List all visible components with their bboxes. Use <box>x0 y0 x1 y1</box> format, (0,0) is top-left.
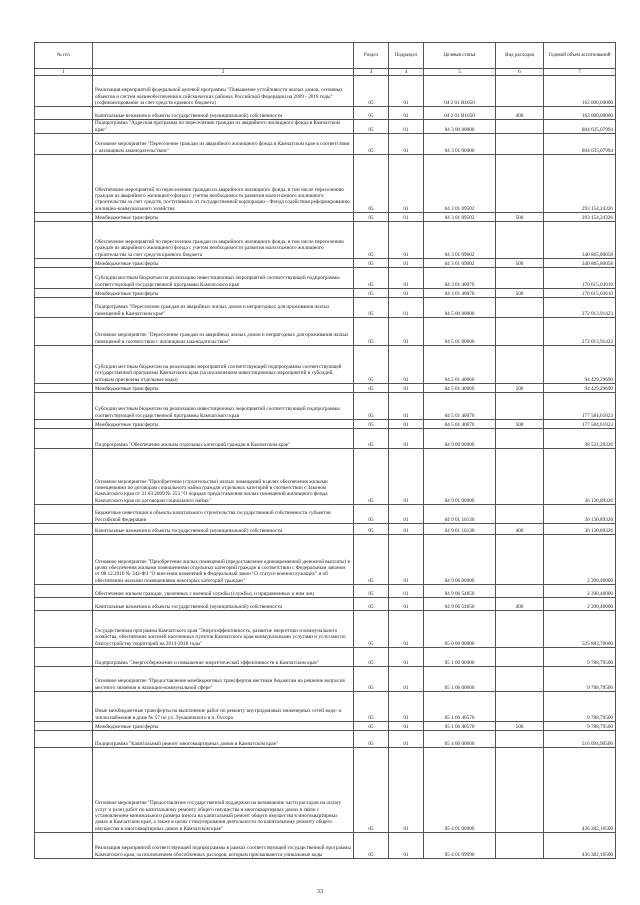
cell-number <box>35 317 93 345</box>
table-row <box>35 419 616 428</box>
cell-section: 05 <box>354 534 389 584</box>
cell-annual-amount: 36 130,89326 <box>544 504 616 523</box>
cell-number <box>35 383 93 392</box>
cell-target-article: 04 3 01 09502 <box>424 212 496 221</box>
cell-target-article: 05 0 00 00000 <box>424 610 496 647</box>
cell-subsection: 01 <box>389 297 424 317</box>
table-row <box>35 317 616 345</box>
cell-section: 05 <box>354 584 389 597</box>
cell-annual-amount: 2 390,40000 <box>544 534 616 584</box>
cell-name: Субсидии местным бюджетам на реализацию инвестиционных мероприятий соответствующей подпрограммы соответствующей государственной программы Камчатского края <box>93 392 354 419</box>
cell-number <box>35 76 93 107</box>
cell-target-article: 04 2 01 R1050 <box>424 107 496 120</box>
cell-section: 05 <box>354 428 389 448</box>
cell-annual-amount: 9 788,79500 <box>544 721 616 730</box>
cell-target-article: 04 3 01 00000 <box>424 133 496 154</box>
cell-annual-amount: 804 635,07994 <box>544 120 616 134</box>
cell-expense-type <box>496 584 544 597</box>
cell-expense-type <box>496 133 544 154</box>
cell-target-article: 04 3 01 40070 <box>424 267 496 288</box>
cell-section: 05 <box>354 288 389 297</box>
cell-target-article: 04 5 01 40070 <box>424 392 496 419</box>
cell-annual-amount: 9 788,79500 <box>544 666 616 691</box>
col-number: 7 <box>544 69 616 76</box>
cell-expense-type <box>496 534 544 584</box>
col-number: 4 <box>389 69 424 76</box>
cell-name: Обеспечение жильем граждан, уволенных с военной службы (службы), и приравненных к ним лиц <box>93 584 354 597</box>
cell-name: Обеспечение мероприятий по переселению граждан из аварийного жилищного фонда, в том числе переселению граждан из аварийного жилищного фонда с учетом необходимости развития малоэтажного жилищного строительства за счет средств краевого бюджета <box>93 221 354 258</box>
col-header-annual-amount: Годовой объем ассигнований <box>544 43 616 69</box>
table-row <box>35 523 616 534</box>
cell-expense-type: 400 <box>496 597 544 610</box>
table-row <box>35 721 616 730</box>
cell-annual-amount: 36 130,89326 <box>544 448 616 504</box>
cell-number <box>35 448 93 504</box>
cell-annual-amount: 436 382,10500 <box>544 747 616 832</box>
cell-expense-type <box>496 504 544 523</box>
cell-section: 05 <box>354 76 389 107</box>
cell-expense-type <box>496 610 544 647</box>
col-number: 6 <box>496 69 544 76</box>
cell-section: 05 <box>354 730 389 747</box>
cell-subsection: 01 <box>389 267 424 288</box>
cell-annual-amount: 170 615,03610 <box>544 288 616 297</box>
cell-expense-type <box>496 76 544 107</box>
cell-section: 05 <box>354 597 389 610</box>
table-row <box>35 392 616 419</box>
col-header-section: Раздел <box>354 43 389 69</box>
cell-number <box>35 534 93 584</box>
cell-subsection: 01 <box>389 666 424 691</box>
cell-name: Основное мероприятие "Приобретение жилых помещений (предоставление единовременной денежной выплаты) в целях обеспечения жилыми помещениями отдельных категорий граждан в соответствии с Федеральным законом от 08.12.2010 № 342-ФЗ "О внесении изменений в Федеральный закон "О статусе военнослужащих" и об обеспечении жилыми помещениями некоторых категорий граждан" <box>93 534 354 584</box>
table-row <box>35 666 616 691</box>
cell-expense-type: 400 <box>496 107 544 120</box>
table-row <box>35 267 616 288</box>
cell-subsection: 01 <box>389 317 424 345</box>
cell-section: 05 <box>354 154 389 212</box>
cell-section: 05 <box>354 832 389 858</box>
cell-name: Межбюджетные трансферты <box>93 258 354 267</box>
cell-expense-type <box>496 691 544 721</box>
cell-name: Субсидии местным бюджетам на реализацию инвестиционных мероприятий соответствующей подпрограммы соответствующей государственной программы Камчатского края <box>93 267 354 288</box>
cell-name: Основное мероприятие "Предоставление межбюджетных трансфертов местным бюджетам на решение вопросов местного значения в жилищно-коммунальной сфере" <box>93 666 354 691</box>
cell-expense-type <box>496 747 544 832</box>
cell-subsection: 01 <box>389 221 424 258</box>
table-row <box>35 428 616 448</box>
cell-subsection: 01 <box>389 133 424 154</box>
cell-expense-type: 500 <box>496 288 544 297</box>
budget-table-sheet <box>34 42 615 859</box>
cell-subsection: 01 <box>389 730 424 747</box>
cell-section: 05 <box>354 721 389 730</box>
table-row <box>35 730 616 747</box>
col-number: 3 <box>354 69 389 76</box>
cell-name: Подпрограмма "Энергосбережение и повышение энергетической эффективности в Камчатском крае" <box>93 647 354 666</box>
cell-annual-amount: 2 390,40000 <box>544 584 616 597</box>
cell-section: 05 <box>354 120 389 134</box>
cell-subsection: 01 <box>389 258 424 267</box>
cell-number <box>35 721 93 730</box>
cell-name: Государственная программа Камчатского края "Энергоэффективность, развитие энергетики и коммунального хозяйства, обеспечение жителей населенных пунктов Камчатского края коммунальными услугами и услугами по благоустройству территорий на 2014-2018 годы" <box>93 610 354 647</box>
cell-subsection: 01 <box>389 154 424 212</box>
col-number: 1 <box>35 69 93 76</box>
cell-section: 05 <box>354 691 389 721</box>
cell-target-article: 04 9 06 54850 <box>424 597 496 610</box>
cell-name: Межбюджетные трансферты <box>93 383 354 392</box>
cell-annual-amount: 272 013,91423 <box>544 297 616 317</box>
table-row <box>35 448 616 504</box>
cell-name: Основное мероприятие "Приобретение (строительство) жилых помещений в целях обеспечения жилыми помещениями по договорам социального найма граждан отдельных категорий в соответствии с Законом Камчатского края от 31.03.2009 № 253 "О порядке предоставления жилых помещений жилищного фонда Камчатского края по договорам социального найма" <box>93 448 354 504</box>
table-row <box>35 534 616 584</box>
cell-number <box>35 504 93 523</box>
cell-expense-type <box>496 297 544 317</box>
cell-number <box>35 107 93 120</box>
table-row <box>35 76 616 107</box>
col-header-expense-type: Вид расходов <box>496 43 544 69</box>
table-row <box>35 221 616 258</box>
table-row <box>35 584 616 597</box>
cell-name: Подпрограмма "Капитальный ремонт многоквартирных домов в Камчатском крае" <box>93 730 354 747</box>
cell-target-article: 04 5 00 00000 <box>424 297 496 317</box>
cell-target-article: 04 9 00 00000 <box>424 428 496 448</box>
cell-subsection: 01 <box>389 584 424 597</box>
table-row <box>35 647 616 666</box>
col-header-target-article: Целевая статья <box>424 43 496 69</box>
table-row <box>35 747 616 832</box>
column-number-row <box>35 69 616 76</box>
cell-expense-type: 500 <box>496 721 544 730</box>
table-body <box>35 76 616 859</box>
cell-subsection: 01 <box>389 691 424 721</box>
cell-section: 05 <box>354 383 389 392</box>
col-number: 5 <box>424 69 496 76</box>
cell-expense-type <box>496 345 544 383</box>
cell-annual-amount: 9 788,79500 <box>544 691 616 721</box>
cell-expense-type: 500 <box>496 258 544 267</box>
table-row <box>35 383 616 392</box>
cell-expense-type: 500 <box>496 383 544 392</box>
cell-annual-amount: 516 094,90500 <box>544 730 616 747</box>
cell-name: Подпрограмма "Переселение граждан из аварийных жилых домов и непригодных для проживания жилых помещений в Камчатском крае" <box>93 297 354 317</box>
cell-target-article: 04 3 01 09502 <box>424 154 496 212</box>
cell-target-article: 04 2 01 R1050 <box>424 76 496 107</box>
cell-expense-type <box>496 120 544 134</box>
cell-target-article: 05 1 06 00000 <box>424 666 496 691</box>
cell-annual-amount: 94 429,29690 <box>544 345 616 383</box>
cell-target-article: 04 3 01 09602 <box>424 258 496 267</box>
table-row <box>35 154 616 212</box>
cell-target-article: 04 3 00 00000 <box>424 120 496 134</box>
cell-number <box>35 120 93 134</box>
cell-expense-type <box>496 392 544 419</box>
cell-subsection: 01 <box>389 448 424 504</box>
cell-name: Бюджетные инвестиции в объекты капитального строительства государственной собственности субъектов Российской Федерации <box>93 504 354 523</box>
cell-expense-type: 500 <box>496 419 544 428</box>
cell-section: 05 <box>354 133 389 154</box>
col-header-number: № п/п <box>35 43 93 69</box>
cell-subsection: 01 <box>389 597 424 610</box>
cell-name: Основное мероприятие "Переселение граждан из аварийных жилых домов и непригодных для проживания жилых помещений в соответствии с жилищным законодательством" <box>93 317 354 345</box>
cell-number <box>35 597 93 610</box>
cell-name: Реализация мероприятий соответствующей подпрограммы в рамках соответствующей государственной программы Камчатского края, за исключением обособленных расходов, которым присваиваются уникальные коды <box>93 832 354 858</box>
cell-target-article: 05 4 00 00000 <box>424 730 496 747</box>
cell-expense-type: 400 <box>496 523 544 534</box>
cell-number <box>35 419 93 428</box>
cell-subsection: 01 <box>389 523 424 534</box>
table-row <box>35 832 616 858</box>
cell-number <box>35 154 93 212</box>
cell-section: 05 <box>354 258 389 267</box>
cell-name: Межбюджетные трансферты <box>93 288 354 297</box>
cell-section: 05 <box>354 523 389 534</box>
cell-target-article: 04 9 06 54850 <box>424 584 496 597</box>
cell-annual-amount: 525 883,70000 <box>544 610 616 647</box>
cell-target-article: 05 1 00 00000 <box>424 647 496 666</box>
cell-target-article: 04 5 01 40060 <box>424 383 496 392</box>
cell-number <box>35 523 93 534</box>
table-row <box>35 107 616 120</box>
cell-annual-amount: 38 521,29326 <box>544 428 616 448</box>
cell-annual-amount: 162 000,00000 <box>544 107 616 120</box>
cell-target-article: 04 9 06 00000 <box>424 534 496 584</box>
cell-expense-type <box>496 448 544 504</box>
cell-name: Капитальные вложения в объекты государственной (муниципальной) собственности <box>93 597 354 610</box>
cell-annual-amount: 94 429,29690 <box>544 383 616 392</box>
cell-subsection: 01 <box>389 383 424 392</box>
cell-target-article: 04 3 01 40070 <box>424 288 496 297</box>
cell-target-article: 05 4 01 00000 <box>424 747 496 832</box>
cell-section: 05 <box>354 610 389 647</box>
cell-name: Основное мероприятие "Переселение граждан из аварийного жилищного фонда в Камчатском крае в соответствии с жилищным законодательством" <box>93 133 354 154</box>
cell-subsection: 01 <box>389 832 424 858</box>
cell-target-article: 04 3 01 09602 <box>424 221 496 258</box>
table-row <box>35 133 616 154</box>
table-row <box>35 691 616 721</box>
cell-annual-amount: 162 000,00000 <box>544 76 616 107</box>
cell-annual-amount: 2 390,40000 <box>544 597 616 610</box>
budget-table <box>34 42 616 859</box>
cell-annual-amount: 9 788,79500 <box>544 647 616 666</box>
table-row <box>35 297 616 317</box>
table-row <box>35 258 616 267</box>
cell-number <box>35 730 93 747</box>
cell-number <box>35 832 93 858</box>
cell-section: 05 <box>354 448 389 504</box>
cell-expense-type <box>496 832 544 858</box>
cell-subsection: 01 <box>389 288 424 297</box>
cell-target-article: 04 5 01 40060 <box>424 345 496 383</box>
cell-subsection: 01 <box>389 212 424 221</box>
cell-target-article: 05 1 06 40570 <box>424 721 496 730</box>
cell-expense-type: 500 <box>496 212 544 221</box>
cell-expense-type <box>496 428 544 448</box>
cell-section: 05 <box>354 107 389 120</box>
cell-annual-amount: 293 154,24326 <box>544 154 616 212</box>
cell-name: Субсидии местным бюджетам на реализацию мероприятий соответствующей подпрограммы соответствующей государственной программы Камчатского края (за исключением инвестиционных мероприятий и субсидий, которым присвоены отдельные коды) <box>93 345 354 383</box>
cell-section: 05 <box>354 647 389 666</box>
cell-number <box>35 297 93 317</box>
cell-annual-amount: 293 154,24326 <box>544 212 616 221</box>
cell-section: 05 <box>354 504 389 523</box>
cell-annual-amount: 340 865,80058 <box>544 221 616 258</box>
cell-section: 05 <box>354 392 389 419</box>
cell-number <box>35 610 93 647</box>
header-row <box>35 43 616 69</box>
cell-subsection: 01 <box>389 76 424 107</box>
cell-expense-type <box>496 221 544 258</box>
cell-number <box>35 288 93 297</box>
cell-target-article: 04 9 01 10130 <box>424 523 496 534</box>
cell-annual-amount: 436 382,10500 <box>544 832 616 858</box>
cell-section: 05 <box>354 666 389 691</box>
cell-section: 05 <box>354 297 389 317</box>
cell-annual-amount: 340 865,80058 <box>544 258 616 267</box>
cell-name: Межбюджетные трансферты <box>93 419 354 428</box>
cell-section: 05 <box>354 317 389 345</box>
cell-target-article: 04 9 01 00000 <box>424 448 496 504</box>
cell-subsection: 01 <box>389 428 424 448</box>
cell-section: 05 <box>354 221 389 258</box>
cell-subsection: 01 <box>389 610 424 647</box>
cell-number <box>35 691 93 721</box>
cell-number <box>35 666 93 691</box>
cell-annual-amount: 272 013,91423 <box>544 317 616 345</box>
cell-name: Подпрограмма "Адресная программа по переселению граждан из аварийного жилищного фонда в Камчатском крае" <box>93 120 354 134</box>
cell-subsection: 01 <box>389 419 424 428</box>
cell-name: Капитальные вложения в объекты государственной (муниципальной) собственности <box>93 523 354 534</box>
cell-number <box>35 258 93 267</box>
col-number: 2 <box>93 69 354 76</box>
cell-number <box>35 584 93 597</box>
cell-annual-amount: 177 584,61823 <box>544 392 616 419</box>
cell-annual-amount: 177 584,61823 <box>544 419 616 428</box>
cell-subsection: 01 <box>389 107 424 120</box>
cell-subsection: 01 <box>389 647 424 666</box>
cell-number <box>35 747 93 832</box>
table-row <box>35 120 616 134</box>
cell-expense-type <box>496 647 544 666</box>
cell-name: Основное мероприятие "Предоставление государственной поддержки на возмещение части расходов на оплату услуг и (или) работ по капитальному ремонту общего имущества в многоквартирных домах в связи с установлением минимального размера взноса на капитальный ремонт общего имущества в многоквартирных домах в Камчатском крае, а также в целях стимулирования деятельности по капитальному ремонту общего имущества в многоквартирных домах в Камчатском крае" <box>93 747 354 832</box>
cell-number <box>35 267 93 288</box>
table-row <box>35 610 616 647</box>
cell-expense-type <box>496 267 544 288</box>
cell-name: Межбюджетные трансферты <box>93 212 354 221</box>
cell-subsection: 01 <box>389 747 424 832</box>
cell-section: 05 <box>354 267 389 288</box>
cell-annual-amount: 170 615,03610 <box>544 267 616 288</box>
cell-name: Подпрограмма "Обеспечение жильем отдельных категорий граждан в Камчатском крае" <box>93 428 354 448</box>
cell-number <box>35 133 93 154</box>
cell-section: 05 <box>354 419 389 428</box>
cell-expense-type <box>496 317 544 345</box>
cell-target-article: 05 1 06 40570 <box>424 691 496 721</box>
cell-name: Реализация мероприятий федеральной целевой программы "Повышение устойчивости жилых домов, основных объектов и систем жизнеобеспечения в сейсмических районах Российской Федерации на 2009 - 2018 годы" (софинансирование за счет средств краевого бюджета) <box>93 76 354 107</box>
cell-number <box>35 647 93 666</box>
cell-subsection: 01 <box>389 721 424 730</box>
cell-annual-amount: 804 635,07994 <box>544 133 616 154</box>
cell-expense-type <box>496 666 544 691</box>
cell-expense-type <box>496 154 544 212</box>
cell-subsection: 01 <box>389 504 424 523</box>
page-number: 33 <box>317 889 323 895</box>
cell-number <box>35 428 93 448</box>
cell-subsection: 01 <box>389 392 424 419</box>
cell-number <box>35 392 93 419</box>
cell-expense-type <box>496 730 544 747</box>
cell-section: 05 <box>354 345 389 383</box>
table-row <box>35 597 616 610</box>
table-row <box>35 212 616 221</box>
cell-target-article: 05 4 01 09990 <box>424 832 496 858</box>
col-header-name <box>93 43 354 69</box>
cell-section: 05 <box>354 747 389 832</box>
table-row <box>35 345 616 383</box>
col-header-subsection: Подраздел <box>389 43 424 69</box>
cell-section: 05 <box>354 212 389 221</box>
cell-number <box>35 221 93 258</box>
cell-number <box>35 212 93 221</box>
cell-target-article: 04 5 01 40070 <box>424 419 496 428</box>
cell-target-article: 04 9 01 10130 <box>424 504 496 523</box>
table-row <box>35 504 616 523</box>
cell-name: Капитальные вложения в объекты государственной (муниципальной) собственности <box>93 107 354 120</box>
cell-subsection: 01 <box>389 534 424 584</box>
table-row <box>35 288 616 297</box>
cell-subsection: 01 <box>389 120 424 134</box>
cell-name: Обеспечение мероприятий по переселению граждан из аварийного жилищного фонда, в том числе переселению граждан из аварийного жилищного фонда с учетом необходимости развития малоэтажного жилищного строительства за счет средств, поступивших от государственной корпорации - Фонда содействия реформированию жилищно-коммунального хозяйства <box>93 154 354 212</box>
cell-annual-amount: 36 130,89326 <box>544 523 616 534</box>
cell-target-article: 04 5 01 00000 <box>424 317 496 345</box>
cell-number <box>35 345 93 383</box>
cell-name: Межбюджетные трансферты <box>93 721 354 730</box>
cell-name: Иные межбюджетные трансферты на выполнение работ по ремонту внутридомовых инженерных сетей водо- и теплоснабжения в доме № 57 по ул. Лукашевского в п. Оссора <box>93 691 354 721</box>
cell-subsection: 01 <box>389 345 424 383</box>
